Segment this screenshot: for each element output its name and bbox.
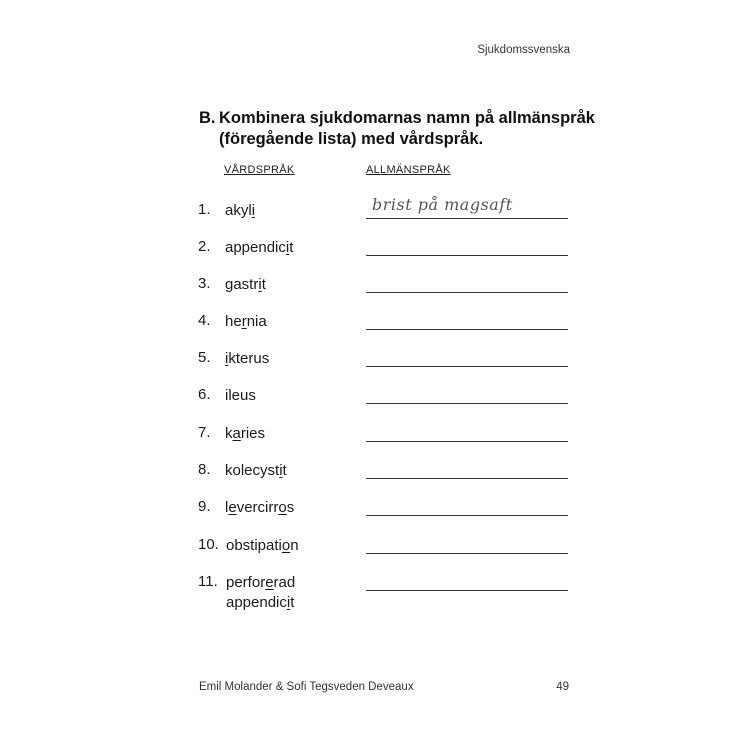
medical-term: karies xyxy=(225,425,266,442)
medical-term: akyli xyxy=(225,202,256,219)
list-item xyxy=(198,386,568,408)
medical-term: appendicit xyxy=(225,239,294,256)
item-number: 9. xyxy=(198,498,211,515)
list-item xyxy=(198,461,568,483)
answer-line[interactable] xyxy=(366,292,568,293)
list-item xyxy=(198,349,568,371)
list-item xyxy=(198,536,568,558)
answer-line[interactable] xyxy=(366,515,568,516)
footer-authors: Emil Molander & Sofi Tegsveden Deveaux xyxy=(199,681,414,693)
list-item xyxy=(198,238,568,260)
instruction-line-2: (föregående lista) med vårdspråk. xyxy=(219,130,484,148)
medical-term: hernia xyxy=(225,313,267,330)
list-item xyxy=(198,195,568,223)
list-item xyxy=(198,573,568,617)
medical-term: obstipation xyxy=(226,537,299,554)
item-number: 2. xyxy=(198,238,211,255)
answer-line[interactable] xyxy=(366,478,568,479)
medical-term: levercirros xyxy=(225,499,295,516)
answer-line[interactable] xyxy=(366,590,568,591)
medical-term: perforerad appendicit xyxy=(226,574,296,611)
answer-line[interactable] xyxy=(366,329,568,330)
page-number: 49 xyxy=(556,681,569,693)
item-number: 7. xyxy=(198,424,211,441)
item-number: 3. xyxy=(198,275,211,292)
list-item xyxy=(198,424,568,446)
item-number: 4. xyxy=(198,312,211,329)
running-header: Sjukdomssvenska xyxy=(477,44,570,56)
item-number: 1. xyxy=(198,201,211,218)
answer-line[interactable] xyxy=(366,255,568,256)
answer-line[interactable] xyxy=(366,218,568,219)
list-item xyxy=(198,498,568,520)
item-number: 5. xyxy=(198,349,211,366)
item-number: 10. xyxy=(198,536,219,553)
exercise-instruction xyxy=(199,108,595,150)
list-item xyxy=(198,312,568,334)
item-number: 11. xyxy=(198,573,218,590)
column-header-allmansprak: ALLMÄNSPRÅK xyxy=(366,164,451,176)
answer-line[interactable] xyxy=(366,403,568,404)
answer-line[interactable] xyxy=(366,441,568,442)
instruction-line-1: Kombinera sjukdomarnas namn på allmänspråk xyxy=(219,109,595,127)
answer-line[interactable] xyxy=(366,553,568,554)
column-header-vardsprak: VÅRDSPRÅK xyxy=(224,164,295,176)
medical-term: gastrit xyxy=(225,276,266,293)
item-number: 8. xyxy=(198,461,211,478)
answer-line[interactable] xyxy=(366,366,568,367)
exercise-letter: B. xyxy=(199,109,216,127)
medical-term: ikterus xyxy=(225,350,270,367)
medical-term: ileus xyxy=(225,387,256,404)
list-item xyxy=(198,275,568,297)
medical-term: kolecystit xyxy=(225,462,287,479)
item-number: 6. xyxy=(198,386,211,403)
handwritten-answer: brist på magsaft xyxy=(372,195,513,214)
